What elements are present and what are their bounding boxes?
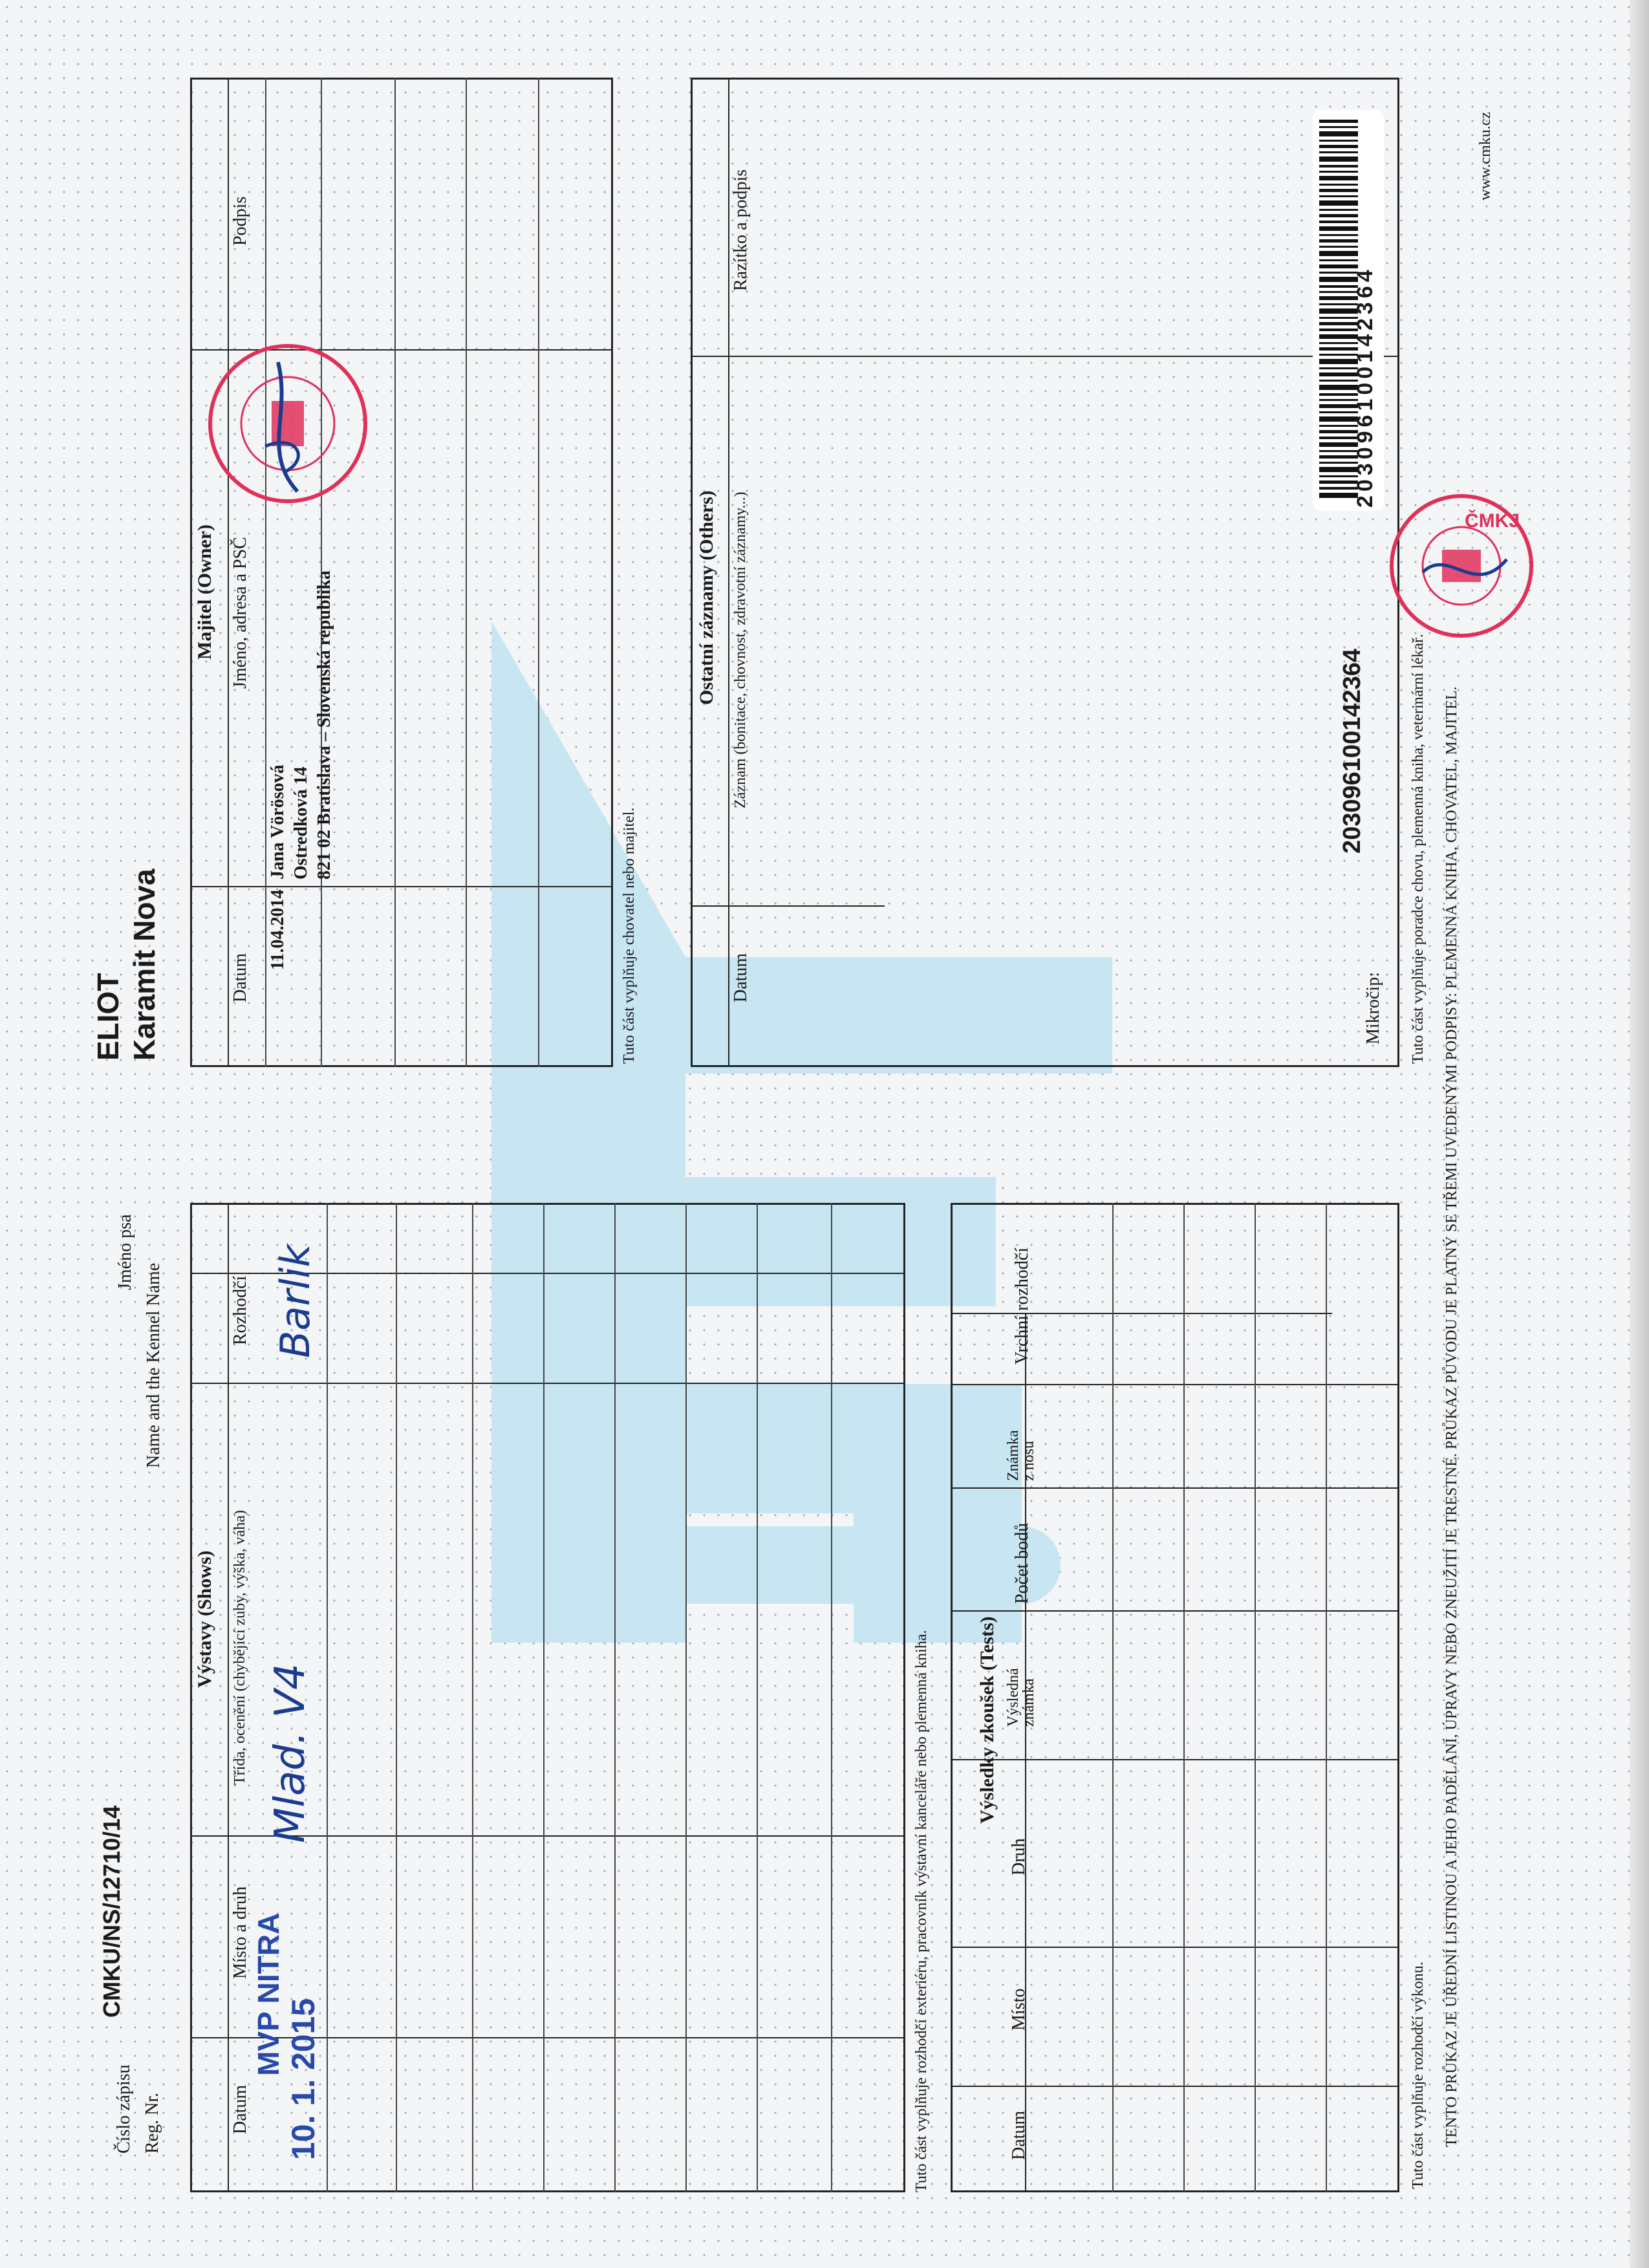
show-entry-date: 10. 1. 2015 bbox=[285, 1998, 321, 2160]
cmku-round-stamp bbox=[200, 336, 375, 511]
owner-street: Ostredková 14 bbox=[291, 766, 311, 880]
svg-text:ČMKJ: ČMKJ bbox=[1465, 510, 1520, 532]
others-col-date: Datum bbox=[731, 953, 751, 1002]
tests-col-points: Počet bodů bbox=[1012, 1522, 1032, 1604]
name-label-cz: Jméno psa bbox=[115, 1214, 135, 1290]
stamp-ring-text bbox=[204, 492, 205, 504]
shows-col-date: Datum bbox=[230, 2084, 250, 2134]
owner-col-name: Jméno, adresa a PSČ bbox=[230, 537, 250, 689]
others-col-stamp: Razítko a podpis bbox=[731, 169, 751, 291]
owner-title: Majitel (Owner) bbox=[194, 524, 215, 660]
tests-col-type: Druh bbox=[1009, 1838, 1029, 1875]
others-table bbox=[691, 78, 1399, 1067]
microchip-number: 203096100142364 bbox=[1339, 648, 1366, 854]
breeding-fill-note: Tuto část vyplňuje poradce chovu, plemenná kniha, veterinární lékař. bbox=[1410, 634, 1427, 1064]
tests-col-place: Místo bbox=[1009, 1988, 1029, 2031]
shows-col-judge: Rozhodčí bbox=[230, 1275, 250, 1345]
shows-col-place: Místo a druh bbox=[230, 1886, 250, 1979]
tests-col-nose: Známka z nosu bbox=[1005, 1430, 1037, 1481]
shows-footnote: Tuto část vyplňuje rozhodčí exteriéru, pracovník výstavní kanceláře nebo plemenná kniha. bbox=[913, 1630, 930, 2192]
tests-footnote: Tuto část vyplňuje rozhodčí výkonu. bbox=[1410, 1961, 1427, 2189]
tests-col-result: Výsledná známka bbox=[1005, 1668, 1037, 1727]
show-entry-judge: Barlik bbox=[272, 1244, 319, 1358]
owner-footnote: Tuto část vyplňuje chovatel nebo majitel. bbox=[621, 807, 638, 1064]
scan-edge bbox=[1630, 0, 1649, 2268]
owner-col-date: Datum bbox=[230, 953, 250, 1002]
name-label-en: Name and the Kennel Name bbox=[144, 1262, 164, 1468]
owner-city: 821 02 Bratislava – Slovenská republika bbox=[314, 570, 334, 880]
barcode-digits: 203096100142364 bbox=[1353, 266, 1377, 508]
website-link[interactable]: www.cmku.cz bbox=[1477, 111, 1494, 200]
tests-col-date: Datum bbox=[1009, 2110, 1029, 2160]
microchip-label: Mikročip: bbox=[1363, 972, 1383, 1044]
owner-date: 11.04.2014 bbox=[268, 889, 288, 970]
show-entry-class: Mlad. V4 bbox=[266, 1663, 314, 1843]
reg-label-cz: Číslo zápisu bbox=[114, 2064, 134, 2154]
others-title: Ostatní záznamy (Others) bbox=[696, 490, 717, 705]
reg-number: CMKU/NS/12710/14 bbox=[98, 1805, 125, 2018]
tests-col-judge: Vrchní rozhodčí bbox=[1012, 1247, 1032, 1365]
tests-title: Výsledky zkoušek (Tests) bbox=[976, 1616, 998, 1824]
legal-notice: TENTO PRŮKAZ JE ÚŘEDNÍ LISTINOU A JEHO PADĚLÁNÍ, ÚPRAVY NEBO ZNEUŽITÍ JE TRESTNÉ. PRŮKAZ PŮVODU JE PLATNÝ SE TŘEMI UVEDENÝMI PODPISY: PLEMENNÁ KNIHA, CHOVATEL, MAJITEL. bbox=[1443, 686, 1460, 2147]
reg-label-en: Reg. Nr. bbox=[142, 2092, 162, 2154]
owner-table bbox=[190, 78, 613, 1067]
others-col-record: Záznam (bonitace, chovnost, zdravotní záznamy...) bbox=[732, 491, 749, 808]
show-entry-place: MVP NITRA bbox=[252, 1912, 285, 2076]
kennel-name: Karamit Nova bbox=[127, 869, 161, 1061]
dog-name: ELIOT bbox=[91, 973, 125, 1061]
shows-title: Výstavy (Shows) bbox=[194, 1550, 215, 1688]
owner-col-signature: Podpis bbox=[230, 196, 250, 246]
plemenna-kniha-stamp bbox=[1384, 488, 1539, 643]
owner-name: Jana Vörösová bbox=[268, 764, 288, 880]
shows-col-class: Třída, ocenění (chybějící zuby, výška, váha) bbox=[232, 1510, 248, 1785]
